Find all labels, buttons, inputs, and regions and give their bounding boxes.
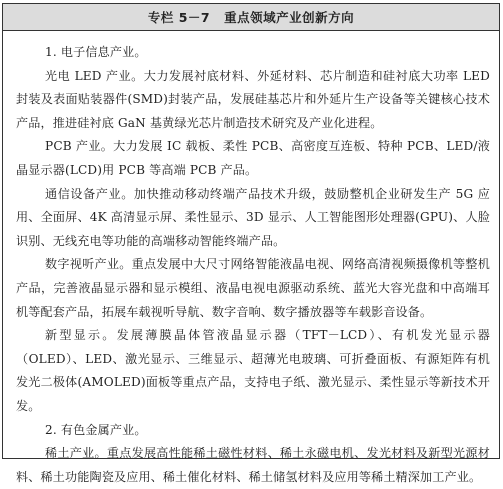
box-title-bar <box>3 4 499 31</box>
paragraph-led: 光电 LED 产业。大力发展衬底材料、外延材料、芯片制造和硅衬底大功率 LED 封装及表面贴装器件(SMD)封装产品，发展硅基芯片和外延片生产设备等关键核心技术产品，推进硅衬底 GaN 基黄绿光芯片制造技术研究及产业化进程。 <box>16 68 490 130</box>
box-label: 专栏 5－7 <box>147 10 211 25</box>
paragraph-digital-av: 数字视听产业。重点发展中大尺寸网络智能液晶电视、网络高清视频摄像机等整机产品，完善液晶显示器和显示模组、液晶电视电源驱动系统、蓝光大容光盘和中高端耳机等配套产品，拓展车载视听导航、数字音响、数字播放器等车载影音设备。 <box>16 257 490 319</box>
section-heading-nonferrous: 2. 有色金属产业。 <box>45 422 147 437</box>
paragraph-communication: 通信设备产业。加快推动移动终端产品技术升级，鼓励整机企业研发生产 5G 应用、全面屏、4K 高清显示屏、柔性显示、3D 显示、人工智能图形处理器(GPU)、人脸识别、无线充电等功能的高端移动智能终端产品。 <box>16 186 490 248</box>
box-title: 重点领域产业创新方向 <box>224 10 355 25</box>
box-body <box>3 31 499 489</box>
paragraph-rare-earth: 稀土产业。重点发展高性能稀土磁性材料、稀土永磁电机、发光材料及新型光源材料、稀土功能陶瓷及应用、稀土催化材料、稀土储氢材料及应用等稀土精深加工产业。 <box>16 446 490 484</box>
paragraph-pcb: PCB 产业。大力发展 IC 载板、柔性 PCB、高密度互连板、特种 PCB、LED/液晶显示器(LCD)用 PCB 等高端 PCB 产品。 <box>16 139 490 177</box>
paragraph-new-display: 新型显示。发展薄膜晶体管液晶显示器（TFT－LCD）、有机发光显示器（OLED）、LED、激光显示、三维显示、超薄光电玻璃、可折叠面板、有源矩阵有机发光二极体(AMOLED)面板等重点产品，支持电子纸、激光显示、柔性显示等新技术开发。 <box>16 328 490 413</box>
feature-box <box>2 3 500 484</box>
section-heading-electronics: 1. 电子信息产业。 <box>45 45 147 59</box>
